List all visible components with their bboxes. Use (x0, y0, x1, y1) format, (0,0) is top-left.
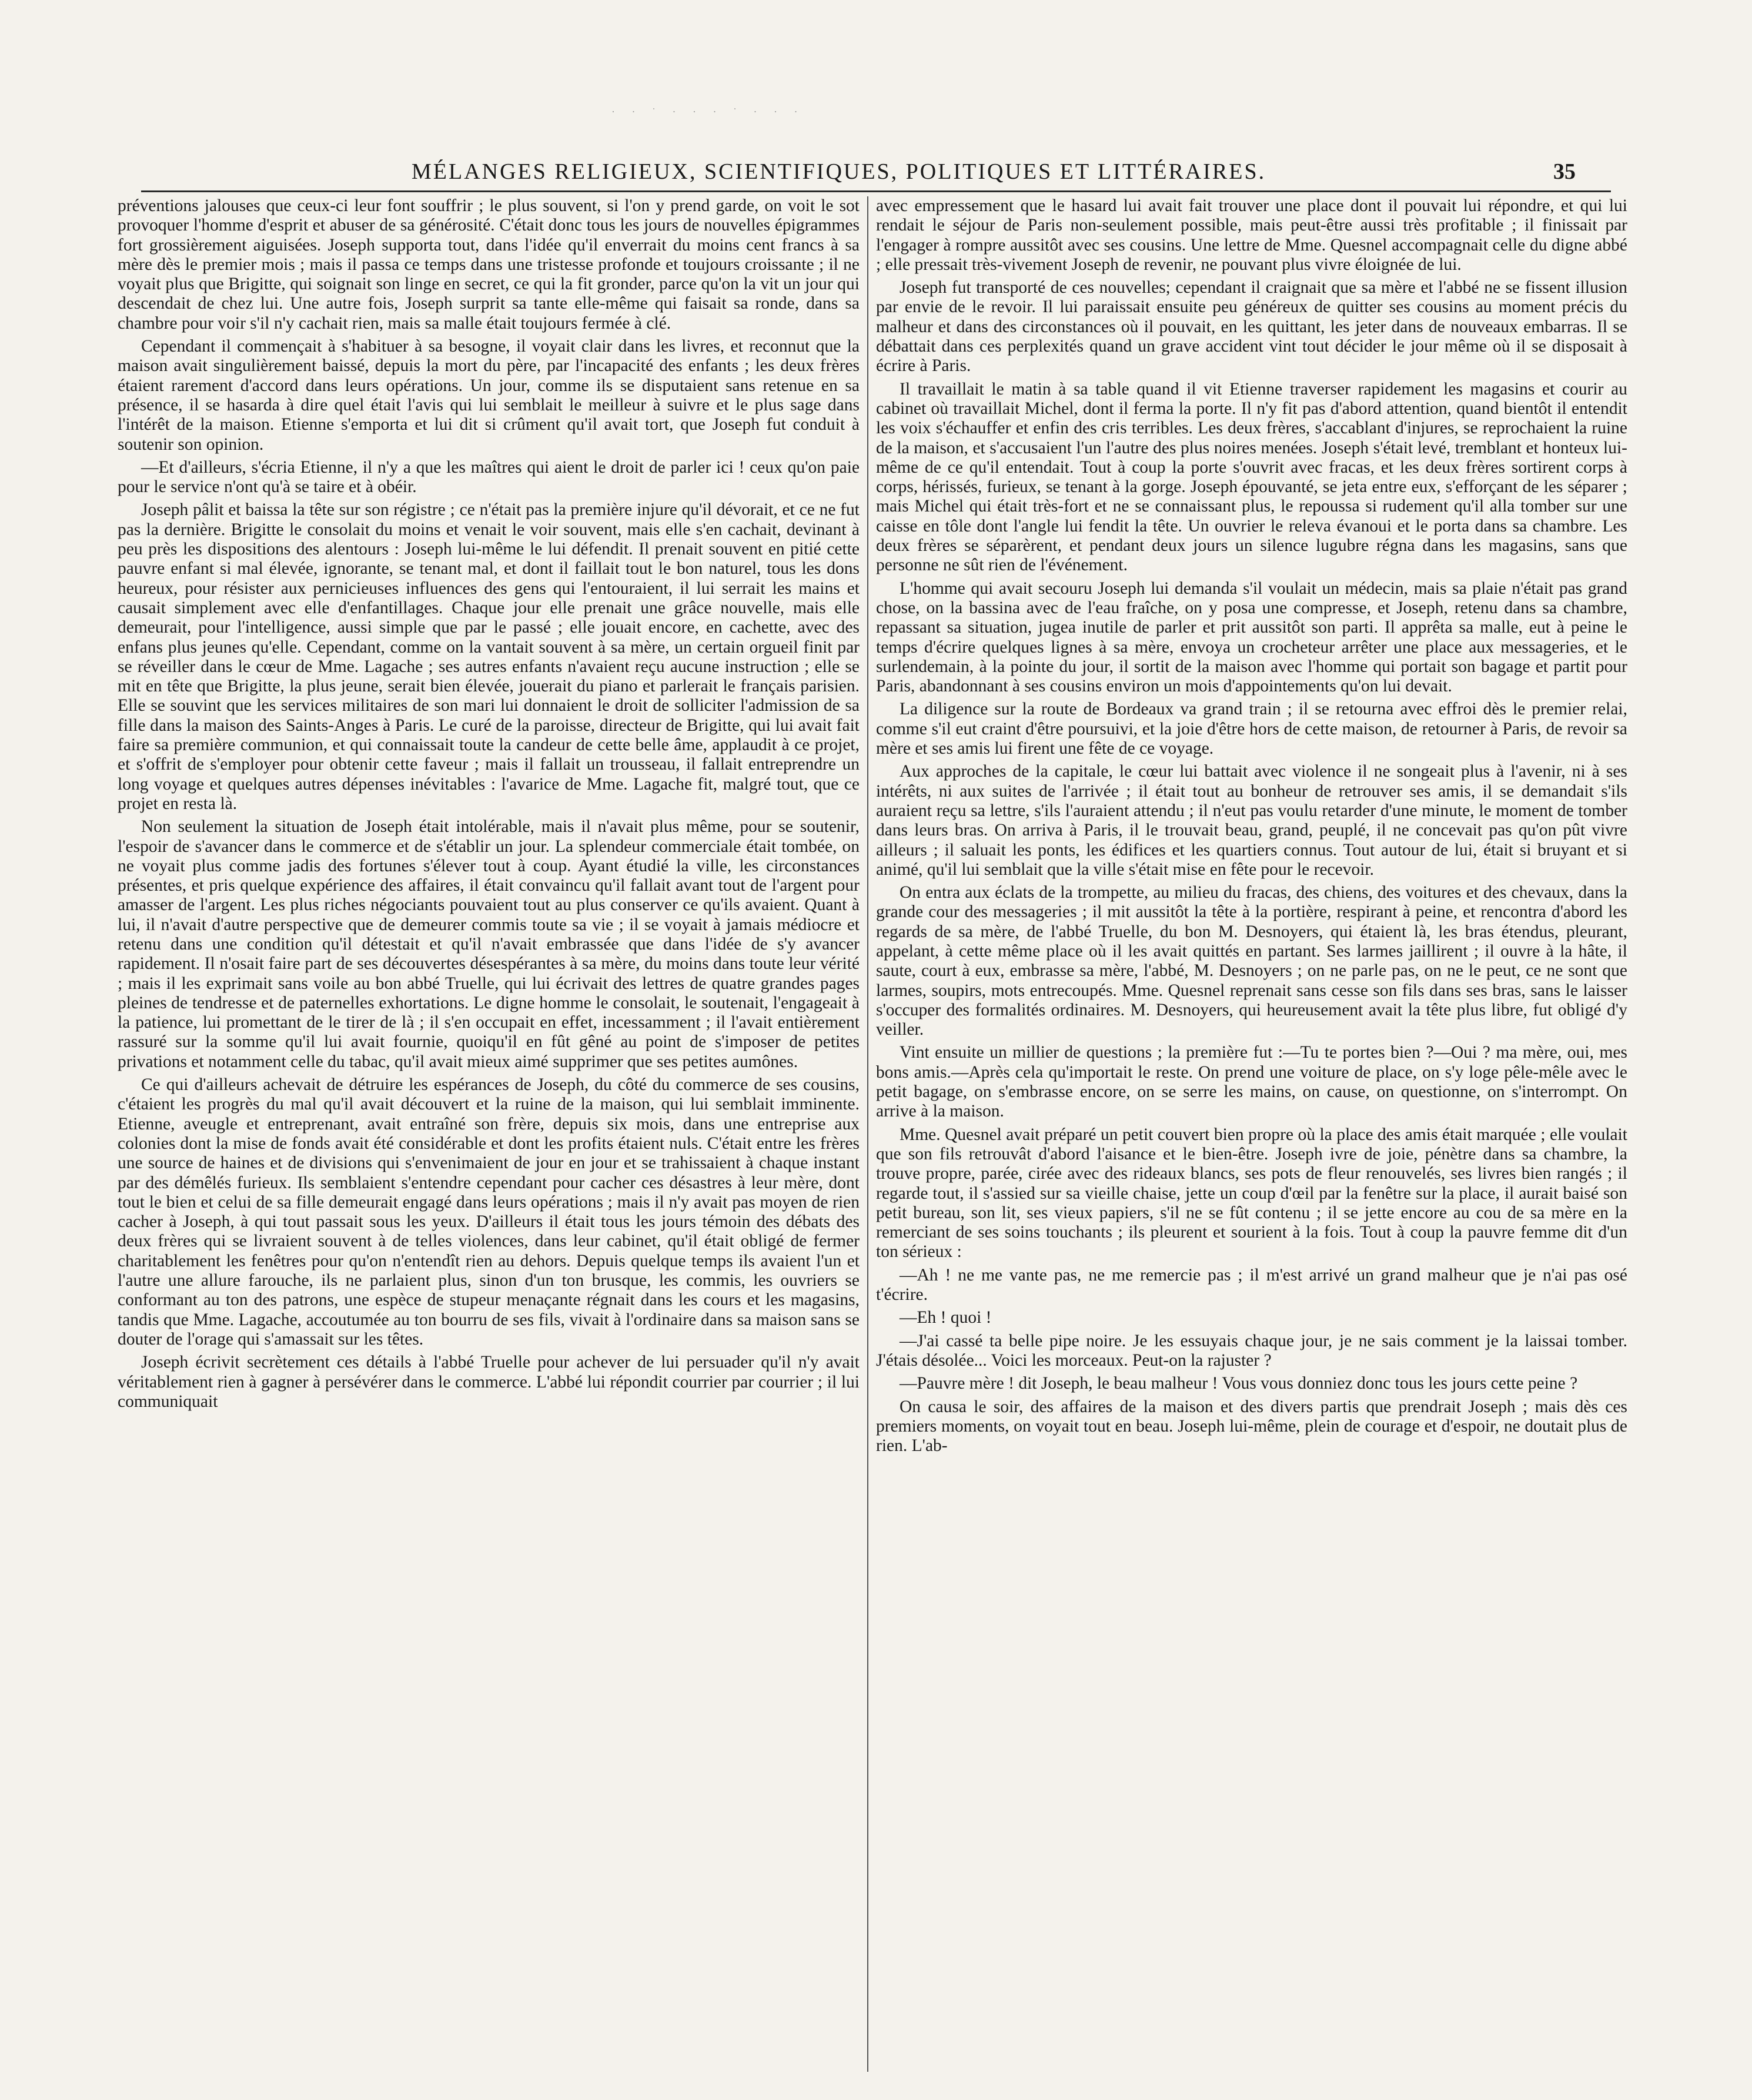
paragraph: Non seulement la situation de Joseph était intolérable, mais il n'avait plus même, pour se soutenir, l'espoir de s'avancer dans le commerce et de s'établir un jour. La splendeur commerciale était tombée, on ne voyait plus comme jadis des fortunes s'élever tout à coup. Ayant étudié la ville, les circonstances présentes, et pris quelque expérience des affaires, il était convaincu qu'il fallait avant tout de l'argent pour amasser de l'argent. Les plus riches négociants pouvaient tout au plus conserver ce qu'ils avaient. Quant à lui, il n'avait d'autre perspective que de demeurer commis toute sa vie ; il se voyait à jamais médiocre et retenu dans une condition qu'il détestait et qu'il n'avait embrassée que dans l'idée de s'y avancer rapidement. Il n'osait faire part de ses découvertes désespérantes à sa mère, du moins dans toute leur vérité ; mais il les exprimait sans voile au bon abbé Truelle, qui lui écrivait des lettres de quatre grandes pages pleines de tendresse et de paternelles exhortations. Le digne homme le consolait, le soutenait, l'engageait à la patience, lui promettant de le tirer de là ; il s'en occupait en effet, incessamment ; il l'avait entièrement rassuré sur la somme qu'il lui avait fournie, quoiqu'il en fût gêné au point de s'imposer de petites privations et notamment celle du tabac, qu'il avait mieux aimé supprimer que ses petites aumônes. (118, 817, 860, 1071)
paragraph: avec empressement que le hasard lui avait fait trouver une place dont il pouvait lui répondre, et qui lui rendait le séjour de Paris non-seulement possible, mais peut-être aussi très profitable ; il finissait par l'engager à rompre aussitôt avec ses cousins. Une lettre de Mme. Quesnel accompagnait celle du digne abbé ; elle pressait très-vivement Joseph de revenir, ne pouvant plus vivre éloignée de lui. (876, 196, 1627, 274)
header-rule (141, 190, 1611, 192)
page-header (412, 154, 1576, 189)
right-column (876, 196, 1627, 2078)
paragraph: —Et d'ailleurs, s'écria Etienne, il n'y a que les maîtres qui aient le droit de parler ici ! ceux qu'on paie pour le service n'ont qu'à se taire et à obéir. (118, 457, 860, 497)
paragraph: —J'ai cassé ta belle pipe noire. Je les essuyais chaque jour, je ne sais comment je la laissai tomber. J'étais désolée... Voici les morceaux. Peut-on la rajuster ? (876, 1331, 1627, 1370)
paragraph: Ce qui d'ailleurs achevait de détruire les espérances de Joseph, du côté du commerce de ses cousins, c'étaient les progrès du mal qu'il avait découvert et la ruine de la maison, qui lui semblait imminente. Etienne, aveugle et entreprenant, avait entraîné son frère, depuis six mois, dans une entreprise aux colonies dont la mise de fonds avait été considérable et dont les profits étaient nuls. C'était entre les frères une source de haines et de divisions qui s'envenimaient de jour en jour et se trahissaient à chaque instant par des démêlés furieux. Ils semblaient s'entendre cependant pour cacher ces désastres à leur mère, dont tout le bien et celui de sa fille demeurait engagé dans leurs opérations ; mais il n'y avait pas moyen de rien cacher à Joseph, à qui tout passait sous les yeux. D'ailleurs il était tous les jours témoin des débats des deux frères qui se livraient souvent à de telles violences, dans leur cabinet, qu'il était obligé de fermer charitablement les fenêtres pour qu'on n'entendît rien au dehors. Depuis quelque temps ils avaient l'un et l'autre une allure farouche, ils ne parlaient plus, sinon d'un ton brusque, les commis, les ouvriers se conformant au ton des patrons, une espèce de stupeur menaçante régnait dans les cours et les magasins, tandis que Mme. Lagache, accoutumée au ton bourru de ses fils, vivait à l'ordinaire dans sa maison sans se douter de l'orage qui s'amassait sur les têtes. (118, 1075, 860, 1349)
paragraph: —Eh ! quoi ! (900, 1308, 992, 1327)
paragraph: On causa le soir, des affaires de la maison et des divers partis que prendrait Joseph ; mais dès ces premiers moments, on voyait tout en beau. Joseph lui-même, plein de courage et d'espoir, ne doutait plus de rien. L'ab- (876, 1397, 1627, 1456)
paragraph: La diligence sur la route de Bordeaux va grand train ; il se retourna avec effroi dès le premier relai, comme s'il eut craint d'être poursuivi, et la joie d'être hors de cette maison, de retourner à Paris, de revoir sa mère et ses amis lui firent une fête de ce voyage. (876, 700, 1627, 758)
paragraph: Cependant il commençait à s'habituer à sa besogne, il voyait clair dans les livres, et reconnut que la maison avait singulièrement baissé, depuis la mort du père, par l'incapacité des enfants ; les deux frères étaient rarement d'accord dans leurs opérations. Un jour, comme ils se disputaient sans retenue en sa présence, il se hasarda à dire quel était l'avis qui lui semblait le meilleur à suivre et le plus sage dans l'intérêt de la maison. Etienne s'emporta et lui dit si crûment qu'il avait tort, que Joseph fut conduit à soutenir son opinion. (118, 337, 860, 454)
paragraph: Joseph pâlit et baissa la tête sur son régistre ; ce n'était pas la première injure qu'il dévorait, et ce ne fut pas la dernière. Brigitte le consolait du moins et venait le voir souvent, mais elle s'en cachait, devinant à peu près les dispositions des alentours : Joseph lui-même le lui défendit. Il prenait souvent en pitié cette pauvre enfant si mal élevée, ignorante, se tenant mal, et dont il faillait tout le bon naturel, tous les dons heureux, pour résister aux pernicieuses influences des gens qui l'entouraient, il lui serrait les mains et causait simplement avec elle d'enfantillages. Chaque jour elle prenait une grâce nouvelle, mais elle demeurait, pour l'intelligence, aussi simple que par le passé ; elle jouait encore, en cachette, avec des enfans plus jeunes qu'elle. Cependant, comme on la vantait souvent à sa mère, un certain orgueil finit par se réveiller dans le cœur de Mme. Lagache ; ses autres enfants n'avaient reçu aucune instruction ; elle se mit en tête que Brigitte, la plus jeune, serait bien élevée, jouerait du piano et parlerait le français parisien. Elle se souvint que les services militaires de son mari lui donnaient le droit de solliciter l'admission de sa fille dans la maison des Saints-Anges à Paris. Le curé de la paroisse, directeur de Brigitte, qui lui avait fait faire sa première communion, et qui connaissait toute la candeur de cette belle âme, applaudit à ce projet, et s'offrit de s'employer pour obtenir cette faveur ; mais il fallait un trousseau, il fallait entreprendre un long voyage et quelques autres dépenses inévitables : l'avarice de Mme. Lagache fit, malgré tout, que ce projet en resta là. (118, 500, 860, 813)
page-number: 35 (1553, 159, 1576, 184)
print-speckle: · · ˙ · · · ˙ · · · (611, 106, 805, 118)
paragraph: Aux approches de la capitale, le cœur lui battait avec violence il ne songeait plus à l'avenir, ni à ses intérêts, ni aux suites de l'arrivée ; il était tout au bonheur de retrouver ses amis, il se demandait s'ils auraient reçu sa lettre, s'ils l'auraient attendu ; il n'eut pas voulu retarder d'une minute, le moment de tomber dans leurs bras. On arriva à Paris, il le trouvait beau, grand, peuplé, il ne concevait pas qu'on pût vivre ailleurs ; il saluait les ponts, les édifices et les quartiers connus. Tout autour de lui, était si bruyant et si animé, qu'il lui semblait que la ville s'était mise en fête pour le recevoir. (876, 762, 1627, 879)
paragraph: Joseph fut transporté de ces nouvelles; cependant il craignait que sa mère et l'abbé ne se fissent illusion par envie de le revoir. Il lui paraissait ensuite peu généreux de quitter ses cousins au moment précis du malheur et dans des circonstances où il pouvait, en les quittant, les jeter dans de nouveaux embarras. Il se débattait dans ces perplexités quand un grave accident vint tout décider le jour même où il se disposait à écrire à Paris. (876, 278, 1627, 376)
paragraph: Joseph écrivit secrètement ces détails à l'abbé Truelle pour achever de lui persuader qu'il n'y avait véritablement rien à gagner à persévérer dans le commerce. L'abbé lui répondit courrier par courrier ; il lui communiquait (118, 1353, 860, 1411)
paragraph: —Pauvre mère ! dit Joseph, le beau malheur ! Vous vous donniez donc tous les jours cette peine ? (900, 1374, 1578, 1393)
paragraph: Il travaillait le matin à sa table quand il vit Etienne traverser rapidement les magasins et courir au cabinet où travaillait Michel, dont il ferma la porte. Il n'y fit pas d'abord attention, quand bientôt il entendit les voix s'échauffer et enfin des cris terribles. Les deux frères, s'accablant d'injures, se reprochaient la ruine de la maison, et s'accusaient l'un l'autre des plus noires menées. Joseph s'était levé, tremblant et honteux lui-même de ce qu'il entendait. Tout à coup la porte s'ouvrit avec fracas, et les deux frères sortirent corps à corps, hérissés, furieux, se tenant à la gorge. Joseph épouvanté, se jeta entre eux, s'efforçant de les séparer ; mais Michel qui était très-fort et ne se connaissant plus, le repoussa si rudement qu'il alla tomber sur une caisse en tôle dont l'angle lui fendit la tête. Un ouvrier le releva évanoui et le porta dans sa chambre. Les deux frères se séparèrent, et pendant deux jours un silence lugubre régna dans les magasins, sans que personne ne sût rien de l'événement. (876, 379, 1627, 575)
paragraph: Mme. Quesnel avait préparé un petit couvert bien propre où la place des amis était marquée ; elle voulait que son fils retrouvât d'abord l'aisance et le bien-être. Joseph ivre de joie, pénètre dans sa chambre, la trouve propre, parée, cirée avec des rideaux blancs, ses pots de fleur renouvelés, ses livres bien rangés ; il regarde tout, il s'assied sur sa vieille chaise, jette un coup d'œil par la fenêtre sur la place, il aurait baisé son petit bureau, son lit, ses vieux papiers, s'il ne se fût contenu ; il se jette encore au cou de sa mère en la remerciant de ses soins touchants ; ils pleurent et sourient à la fois. Tout à coup la pauvre femme dit d'un ton sérieux : (876, 1125, 1627, 1262)
paragraph: Vint ensuite un millier de questions ; la première fut :—Tu te portes bien ?—Oui ? ma mère, oui, mes bons amis.—Après cela qu'importait le reste. On prend une voiture de place, on s'y loge pêle-mêle avec le petit bagage, on s'embrasse encore, on se serre les mains, on cause, on questionne, on s'interrompt. On arrive à la maison. (876, 1043, 1627, 1121)
paragraph: —Ah ! ne me vante pas, ne me remercie pas ; il m'est arrivé un grand malheur que je n'ai pas osé t'écrire. (876, 1265, 1627, 1305)
left-column (118, 196, 860, 2078)
column-divider (867, 196, 868, 2072)
running-head: MÉLANGES RELIGIEUX, SCIENTIFIQUES, POLITIQUES ET LITTÉRAIRES. (412, 159, 1266, 184)
paragraph: On entra aux éclats de la trompette, au milieu du fracas, des chiens, des voitures et des chevaux, dans la grande cour des messageries ; il mit aussitôt la tête à la portière, respirant à peine, et rencontra d'abord les regards de sa mère, de l'abbé Truelle, du bon M. Desnoyers, qui étaient là, les bras étendus, pleurant, appelant, à cette même place où il les avait quittés en partant. Ses larmes jaillirent ; il ouvre à la hâte, il saute, court à eux, embrasse sa mère, l'abbé, M. Desnoyers ; on ne parle pas, on ne le peut, ce ne sont que larmes, soupirs, mots entrecoupés. Mme. Quesnel reprenait sans cesse son fils dans ses bras, sans le laisser s'occuper des formalités ordinaires. M. Desnoyers, qui heureusement avait la tête plus libre, fut obligé d'y veiller. (876, 883, 1627, 1039)
paragraph: préventions jalouses que ceux-ci leur font souffrir ; le plus souvent, si l'on y prend garde, on voit le sot provoquer l'homme d'esprit et abuser de sa générosité. C'était donc tous les jours de nouvelles épigrammes fort grossièrement aiguisées. Joseph supporta tout, dans l'idée qu'il enverrait du moins cent francs à sa mère dès le premier mois ; mais il passa ce temps dans une tristesse profonde et toujours croissante ; il ne voyait plus que Brigitte, qui soignait son linge en secret, ce qui la fit gronder, parce qu'on la vit un jour qui descendait de chez lui. Une autre fois, Joseph surprit sa tante elle-même qui faisait sa ronde, dans sa chambre pour voir s'il n'y cachait rien, mais sa malle était toujours fermée à clé. (118, 196, 860, 333)
paragraph: L'homme qui avait secouru Joseph lui demanda s'il voulait un médecin, mais sa plaie n'était pas grand chose, on la bassina avec de l'eau fraîche, on y posa une compresse, et Joseph, retenu dans sa chambre, repassant sa situation, jugea inutile de parler et prit aussitôt son parti. Il apprêta sa malle, eut à peine le temps d'écrire quelques lignes à sa mère, envoya un crocheteur arrêter une place aux messageries, et le surlendemain, à la pointe du jour, il sortit de la maison avec l'homme qui portait son bagage et partit pour Paris, abandonnant à ses cousins environ un mois d'appointements qu'on lui devait. (876, 578, 1627, 696)
